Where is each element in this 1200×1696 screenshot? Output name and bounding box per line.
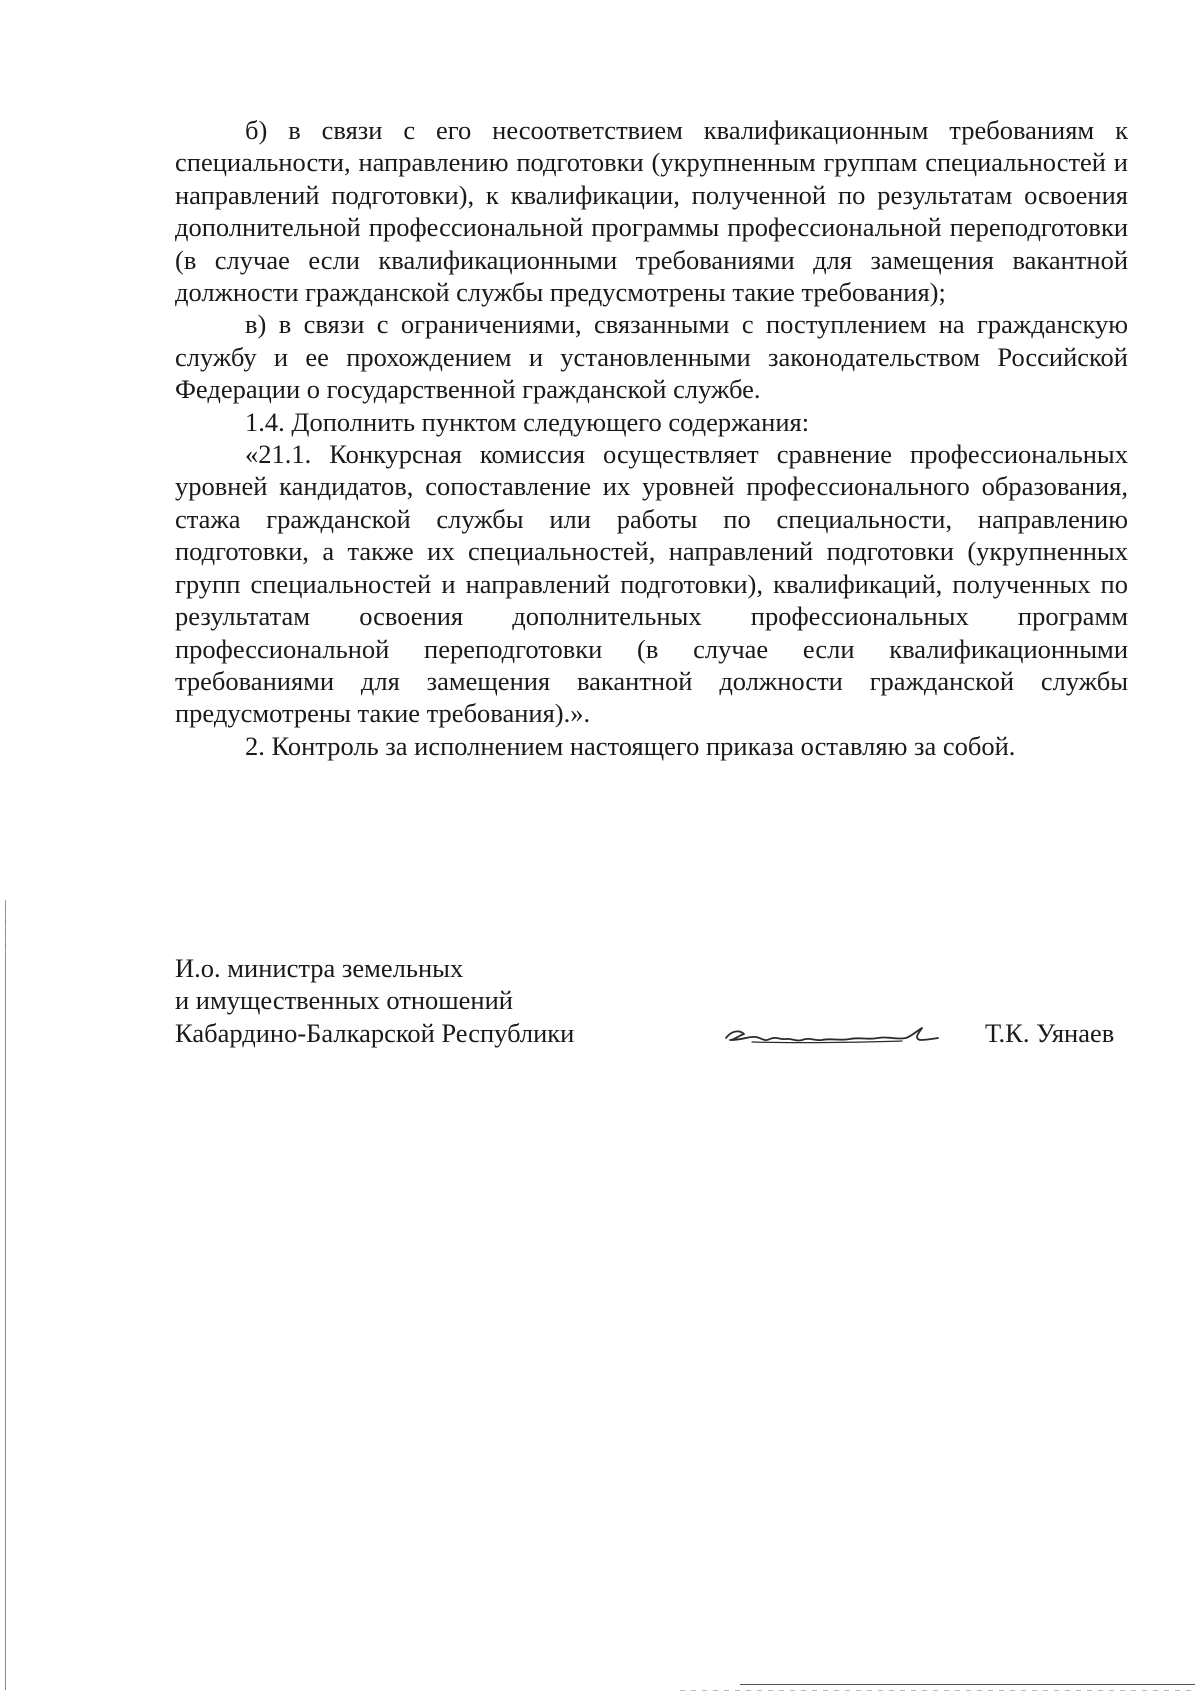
- bottom-rule: [740, 1684, 1195, 1685]
- handwritten-signature: [722, 1016, 942, 1056]
- scan-margin-line: [5, 900, 6, 1690]
- scan-margin-ticks: [5, 900, 6, 960]
- paragraph-2: 2. Контроль за исполнением настоящего приказа оставляю за собой.: [245, 730, 1016, 761]
- bottom-dashes: [680, 1690, 1195, 1691]
- position-line: И.о. министра земельных: [175, 953, 464, 983]
- paragraph-21-1: «21.1. Конкурсная комиссия осуществляет сравнение профессиональных уровней кандидатов, сопоставление их уровней профессионального образования, стажа гражданской службы или работы по специальности, направлению подготовки, а также их специальностей, направлений подготовки (укрупненных групп специальностей и направлений подготовки), квалификаций, полученных по результатам освоения дополнительных профессиональных программ профессиональной переподготовки (в случае если квалификационными требованиями для замещения вакантной должности гражданской службы предусмотрены такие требования).».: [175, 439, 1128, 729]
- document-body: [175, 114, 1128, 762]
- paragraph-v: в) в связи с ограничениями, связанными с поступлением на гражданскую службу и ее прохождением и установленными законодательством Российской Федерации о государственной гражданской службе.: [175, 309, 1128, 405]
- position-line: Кабардино-Балкарской Республики: [175, 1017, 575, 1048]
- signer-name: Т.К. Уянаев: [985, 1018, 1115, 1048]
- paragraph-1-4: 1.4. Дополнить пунктом следующего содержания:: [245, 406, 810, 437]
- signatory-position: [175, 952, 574, 1049]
- position-line: и имущественных отношений: [175, 985, 513, 1016]
- paragraph-b: б) в связи с его несоответствием квалификационным требованиям к специальности, направлению подготовки (укрупненным группам специальностей и направлений подготовки), к квалификации, полученной по результатам освоения дополнительной профессиональной программы профессиональной переподготовки (в случае если квалификационными требованиями для замещения вакантной должности гражданской службы предусмотрены такие требования);: [175, 115, 1128, 308]
